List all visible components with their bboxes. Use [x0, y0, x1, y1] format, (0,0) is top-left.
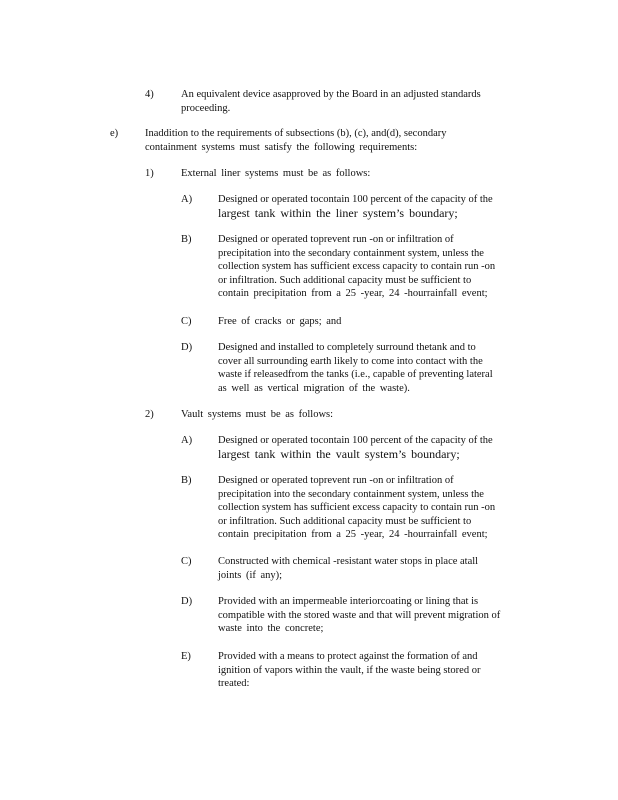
paragraph-label: B) [181, 475, 192, 486]
paragraph-text [218, 341, 538, 395]
text-line: waste if releasedfrom the tanks (i.e., capable of preventing lateral [218, 369, 493, 381]
text-line: proceeding. [181, 102, 231, 114]
text-line: cover all surrounding earth likely to come into contact with the [218, 355, 483, 367]
paragraph-label: E) [181, 651, 191, 662]
text-line: ignition of vapors within the vault, if the waste being stored or [218, 664, 481, 676]
text-line: Designed and installed to completely surround thetank and to [218, 342, 476, 353]
paragraph-label: 2) [145, 409, 154, 420]
text-line: Designed or operated tocontain 100 percent of the capacity of the [218, 435, 493, 446]
paragraph-label: D) [181, 596, 193, 607]
text-line: Designed or operated toprevent run -on or infiltration of [218, 475, 454, 486]
text-line: contain precipitation from a 25 -year, 24 -hourrainfall event; [218, 288, 488, 300]
text-line: An equivalent device asapproved by the Board in an adjusted standards [181, 89, 481, 100]
paragraph-label: A) [181, 194, 193, 205]
text-line: as well as vertical migration of the waste). [218, 382, 410, 394]
paragraph-label: 4) [145, 89, 154, 100]
paragraph-text [218, 434, 538, 461]
paragraph-label: e) [110, 128, 119, 139]
paragraph-label: A) [181, 435, 193, 446]
paragraph-text [181, 408, 526, 422]
paragraph-text [218, 474, 538, 542]
text-line: compatible with the stored waste and that will prevent migration of [218, 609, 501, 621]
text-line: or infiltration. Such additional capacity must be sufficient to [218, 274, 472, 286]
text-line: collection system has sufficient excess capacity to contain run -on [218, 502, 496, 514]
text-line: contain precipitation from a 25 -year, 24 -hourrainfall event; [218, 529, 488, 541]
paragraph-text [218, 315, 538, 329]
paragraph-label: C) [181, 316, 192, 327]
text-line: Designed or operated toprevent run -on or infiltration of [218, 234, 454, 245]
paragraph-text [145, 127, 490, 154]
text-line: Vault systems must be as follows: [181, 409, 334, 420]
text-line: precipitation into the secondary containment system, unless the [218, 247, 484, 259]
paragraph-label: 1) [145, 168, 154, 179]
text-line: or infiltration. Such additional capacity must be sufficient to [218, 515, 472, 527]
text-line: containment systems must satisfy the following requirements: [145, 141, 418, 153]
paragraph-text [218, 193, 538, 220]
text-line: largest tank within the vault system’s boundary; [218, 446, 460, 461]
text-line: treated: [218, 678, 250, 690]
paragraph-label: C) [181, 556, 192, 567]
text-line: Free of cracks or gaps; and [218, 316, 342, 327]
text-line: collection system has sufficient excess capacity to contain run -on [218, 261, 496, 273]
text-line: joints (if any); [218, 569, 283, 581]
text-line: Designed or operated tocontain 100 percent of the capacity of the [218, 194, 493, 205]
paragraph-text [218, 555, 538, 582]
text-line: largest tank within the liner system’s boundary; [218, 205, 458, 220]
text-line: Constructed with chemical -resistant water stops in place atall [218, 556, 479, 567]
text-line: External liner systems must be as follows: [181, 168, 371, 179]
paragraph-text [181, 167, 526, 181]
text-line: Provided with an impermeable interiorcoating or lining that is [218, 596, 479, 607]
paragraph-text [181, 88, 526, 115]
paragraph-label: B) [181, 234, 192, 245]
paragraph-text [218, 650, 538, 691]
paragraph-label: D) [181, 342, 193, 353]
paragraph-text [218, 233, 538, 301]
text-line: Inaddition to the requirements of subsections (b), (c), and(d), secondary [145, 128, 447, 139]
text-line: waste into the concrete; [218, 623, 324, 635]
text-line: Provided with a means to protect against the formation of and [218, 651, 478, 662]
text-line: precipitation into the secondary containment system, unless the [218, 488, 484, 500]
paragraph-text [218, 595, 543, 636]
